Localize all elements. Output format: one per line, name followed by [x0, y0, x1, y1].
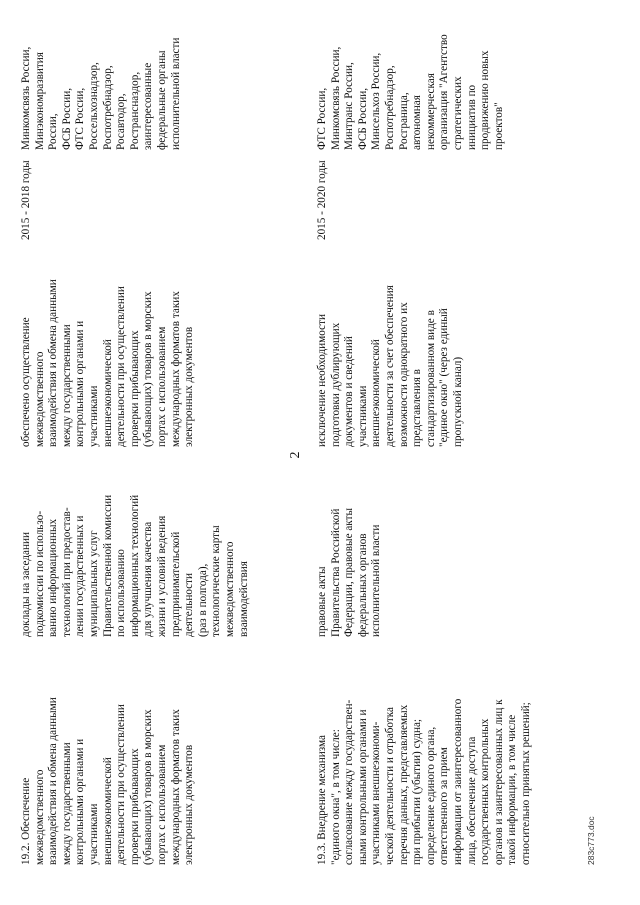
page-number: 2	[288, 451, 303, 459]
period-cell: 2015 - 2020 годы	[316, 160, 328, 240]
result-cell: обеспечено осуществление межведомственного взаимодействия и обмена данными между государственными контрольными органами и участниками внешнеэкономической деятельности при осуществлении проверки прибывающих (убывающих) товаров в морских портах с использованием международных форматов таких электронных документов	[20, 279, 196, 447]
footer-file-code: 283с773.doc	[586, 816, 596, 865]
measure-cell: 19.2. Обеспечение межведомственного взаимодействия и обмена данными между государственными контрольными органами и участниками внешнеэкономической деятельности при осуществлении проверки прибывающих (убывающих) товаров в морских портах с использованием международных форматов таких электронных документов	[20, 697, 196, 865]
document-type-cell: доклады на заседании подкомиссии по использо- ванию информационных технологий при предостав- лении государственных и муниципальных услуг Правительственной комиссии по использованию информационных технологий для улучшения качества жизни и условий ведения предпринимательской деятельности (раз в полгода), технологические карты межведомственного взаимодействия	[20, 494, 250, 637]
document-type-cell: правовые акты Правительства Российской Федерации, правовые акты федеральных органов исполнительной власти	[316, 508, 383, 637]
result-cell: исключение необходимости подготовки дублирующих документов и сведений участниками внешнеэкономической деятельности за счет обеспечения возможности однократного их представления в стандартизированном виде в "единое окно" (через единый пропускной канал)	[316, 285, 464, 447]
responsible-cell: Минкомсвязь России, Минэкономразвития России, ФСБ России, ФТС России, Россельхознадзор, Роспотребнадзор, Росавтодор, Ространсназдор, заинтересованные федеральные органы исполнительной власти	[20, 37, 182, 150]
period-cell: 2015 - 2018 годы	[20, 160, 32, 240]
responsible-cell: ФТС России, Минкомсвязь России, Минтранс России, ФСБ России, Минсельхоз России, Роспотребнадзор, Росграница, автономная некоммерческая организация "Агентство стратегических инициатив по продвижению новых проектов"	[316, 34, 505, 150]
measure-cell: 19.3. Внедрение механизма "единого окна", в том числе: согласование между государствен- ными контрольными органами и участниками внешнеэкономи- ческой деятельности и отработка перечня данных, представляемых при прибытии (убытии) судна; определение единого органа, ответственного за прием информации от заинтересованного лица, обеспечение доступа государственных контрольных органов и заинтересованных лиц к такой информации, в том числе относительно принятых решений;	[316, 698, 532, 865]
